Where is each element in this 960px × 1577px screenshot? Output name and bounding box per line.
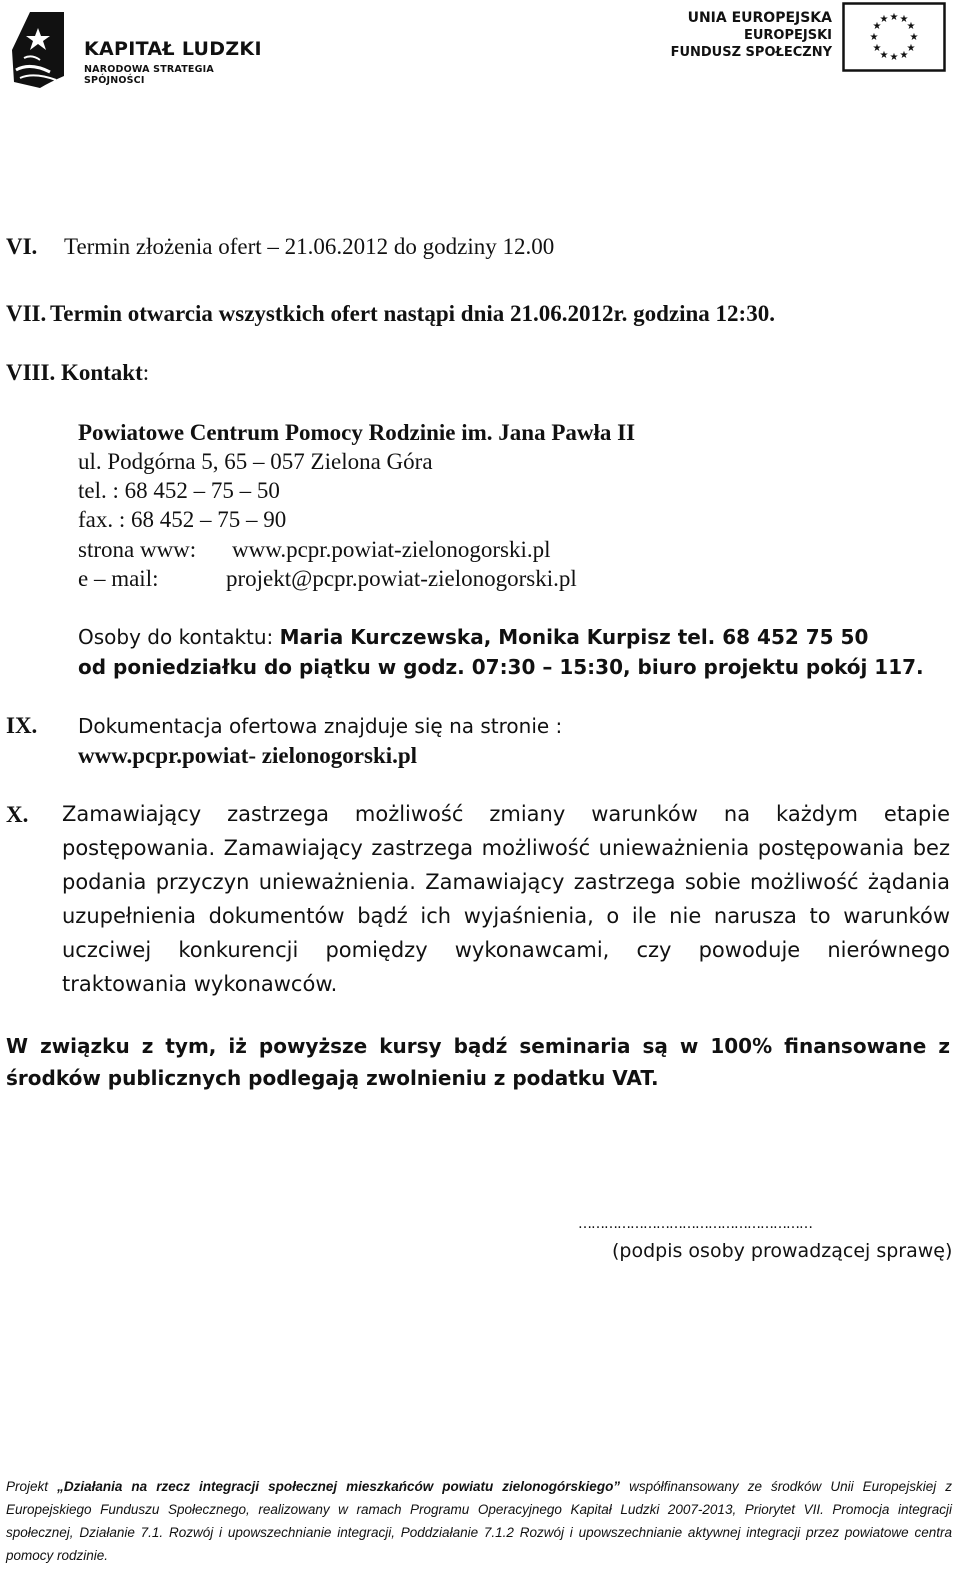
svg-text:★: ★	[889, 12, 899, 23]
kapital-ludzki-title: KAPITAŁ LUDZKI	[84, 38, 262, 60]
contact-phone: tel. : 68 452 – 75 – 50	[78, 478, 280, 503]
section-viii-colon: :	[142, 360, 150, 385]
section-x-number: X.	[6, 802, 29, 827]
svg-text:★: ★	[869, 32, 879, 43]
contact-persons	[78, 622, 868, 652]
vat-note: W związku z tym, iż powyższe kursy bądź seminaria są w 100% finansowane z środków publicznych podlegają zwolnieniu z podatku VAT.	[6, 1034, 950, 1090]
section-vi-number: VI.	[6, 234, 38, 259]
eu-line-3: FUNDUSZ SPOŁECZNY	[670, 45, 832, 60]
svg-text:★: ★	[899, 50, 909, 61]
section-vi-text: Termin złożenia ofert – 21.06.2012 do godziny 12.00	[64, 234, 555, 259]
signature-dots: ………………………………………………	[578, 1216, 812, 1232]
kapital-ludzki-emblem-icon	[10, 10, 68, 90]
contact-email-link[interactable]: projekt@pcpr.powiat-zielonogorski.pl	[226, 566, 577, 591]
svg-text:★: ★	[879, 14, 889, 25]
kapital-ludzki-subtitle: NARODOWA STRATEGIA SPÓJNOŚCI	[84, 64, 214, 86]
svg-text:★: ★	[906, 21, 916, 32]
section-x-text: Zamawiający zastrzega możliwość zmiany warunków na każdym etapie postępowania. Zamawiający zastrzega możliwość unieważnienia postępowania bez podania przyczyn unieważnienia. Zamawiający zastrzega sobie możliwość żądania uzupełnienia dokumentów bądź ich wyjaśnienia, o ile nie narusza to warunków uczciwej konkurencji pomiędzy wykonawcami, czy powoduje nierównego traktowania wykonawców.	[62, 802, 950, 996]
contact-fax: fax. : 68 452 – 75 – 90	[78, 507, 287, 532]
section-vii-number: VII.	[6, 301, 47, 326]
svg-text:★: ★	[872, 21, 882, 32]
footer-part-1: Projekt	[6, 1479, 58, 1494]
section-ix-url[interactable]: www.pcpr.powiat- zielonogorski.pl	[78, 743, 418, 768]
eu-line-2: EUROPEJSKI	[743, 28, 832, 43]
contact-www-label: strona www:	[78, 537, 197, 562]
signature-label: (podpis osoby prowadzącej sprawę)	[612, 1240, 953, 1262]
section-viii-title: Kontakt	[60, 360, 143, 385]
section-ix-number: IX.	[6, 713, 38, 738]
footer-note	[6, 1475, 952, 1567]
section-viii-number: VIII.	[6, 360, 56, 385]
contact-www-link[interactable]: www.pcpr.powiat-zielonogorski.pl	[232, 537, 551, 562]
svg-text:★: ★	[872, 43, 882, 54]
svg-text:★: ★	[909, 32, 919, 43]
section-vii-text: Termin otwarcia wszystkich ofert nastąpi dnia 21.06.2012r. godzina 12:30.	[50, 301, 775, 326]
kapital-ludzki-logo	[10, 8, 270, 92]
svg-text:★: ★	[899, 14, 909, 25]
footer-part-3: współfinansowany ze środków Unii Europejskiej z Europejskiego Funduszu Społecznego, realizowany w ramach Programu Operacyjnego Kapitał Ludzki 2007-2013, Priorytet VII. Promocja integracji społecznej, Działanie 7.1. Rozwój i upowszechnianie integracji, Poddziałanie 7.1.2 Rozwój i upowszechnianie aktywnej integracji przez powiatowe centra pomocy rodzinie.	[6, 1479, 952, 1563]
contact-address: ul. Podgórna 5, 65 – 057 Zielona Góra	[78, 449, 433, 474]
svg-text:★: ★	[889, 52, 899, 63]
contact-persons-value: Maria Kurczewska, Monika Kurpisz tel. 68 452 75 50	[279, 625, 869, 649]
contact-hours: od poniedziałku do piątku w godz. 07:30 – 15:30, biuro projektu pokój 117.	[78, 655, 924, 679]
eu-flag-icon	[842, 2, 946, 72]
contact-organization: Powiatowe Centrum Pomocy Rodzinie im. Jana Pawła II	[78, 420, 636, 445]
svg-text:★: ★	[906, 43, 916, 54]
eu-logo	[670, 0, 950, 76]
section-ix-text: Dokumentacja ofertowa znajduje się na stronie :	[78, 714, 563, 738]
footer-project-title: „Działania na rzecz integracji społecznej mieszkańców powiatu zielonogórskiego”	[57, 1479, 621, 1494]
section-viii-heading	[6, 358, 149, 388]
contact-email-label: e – mail:	[78, 566, 159, 591]
svg-text:★: ★	[879, 50, 889, 61]
contact-persons-label: Osoby do kontaktu:	[78, 625, 280, 649]
eu-line-1: UNIA EUROPEJSKA	[687, 10, 832, 26]
eu-text	[632, 10, 832, 61]
